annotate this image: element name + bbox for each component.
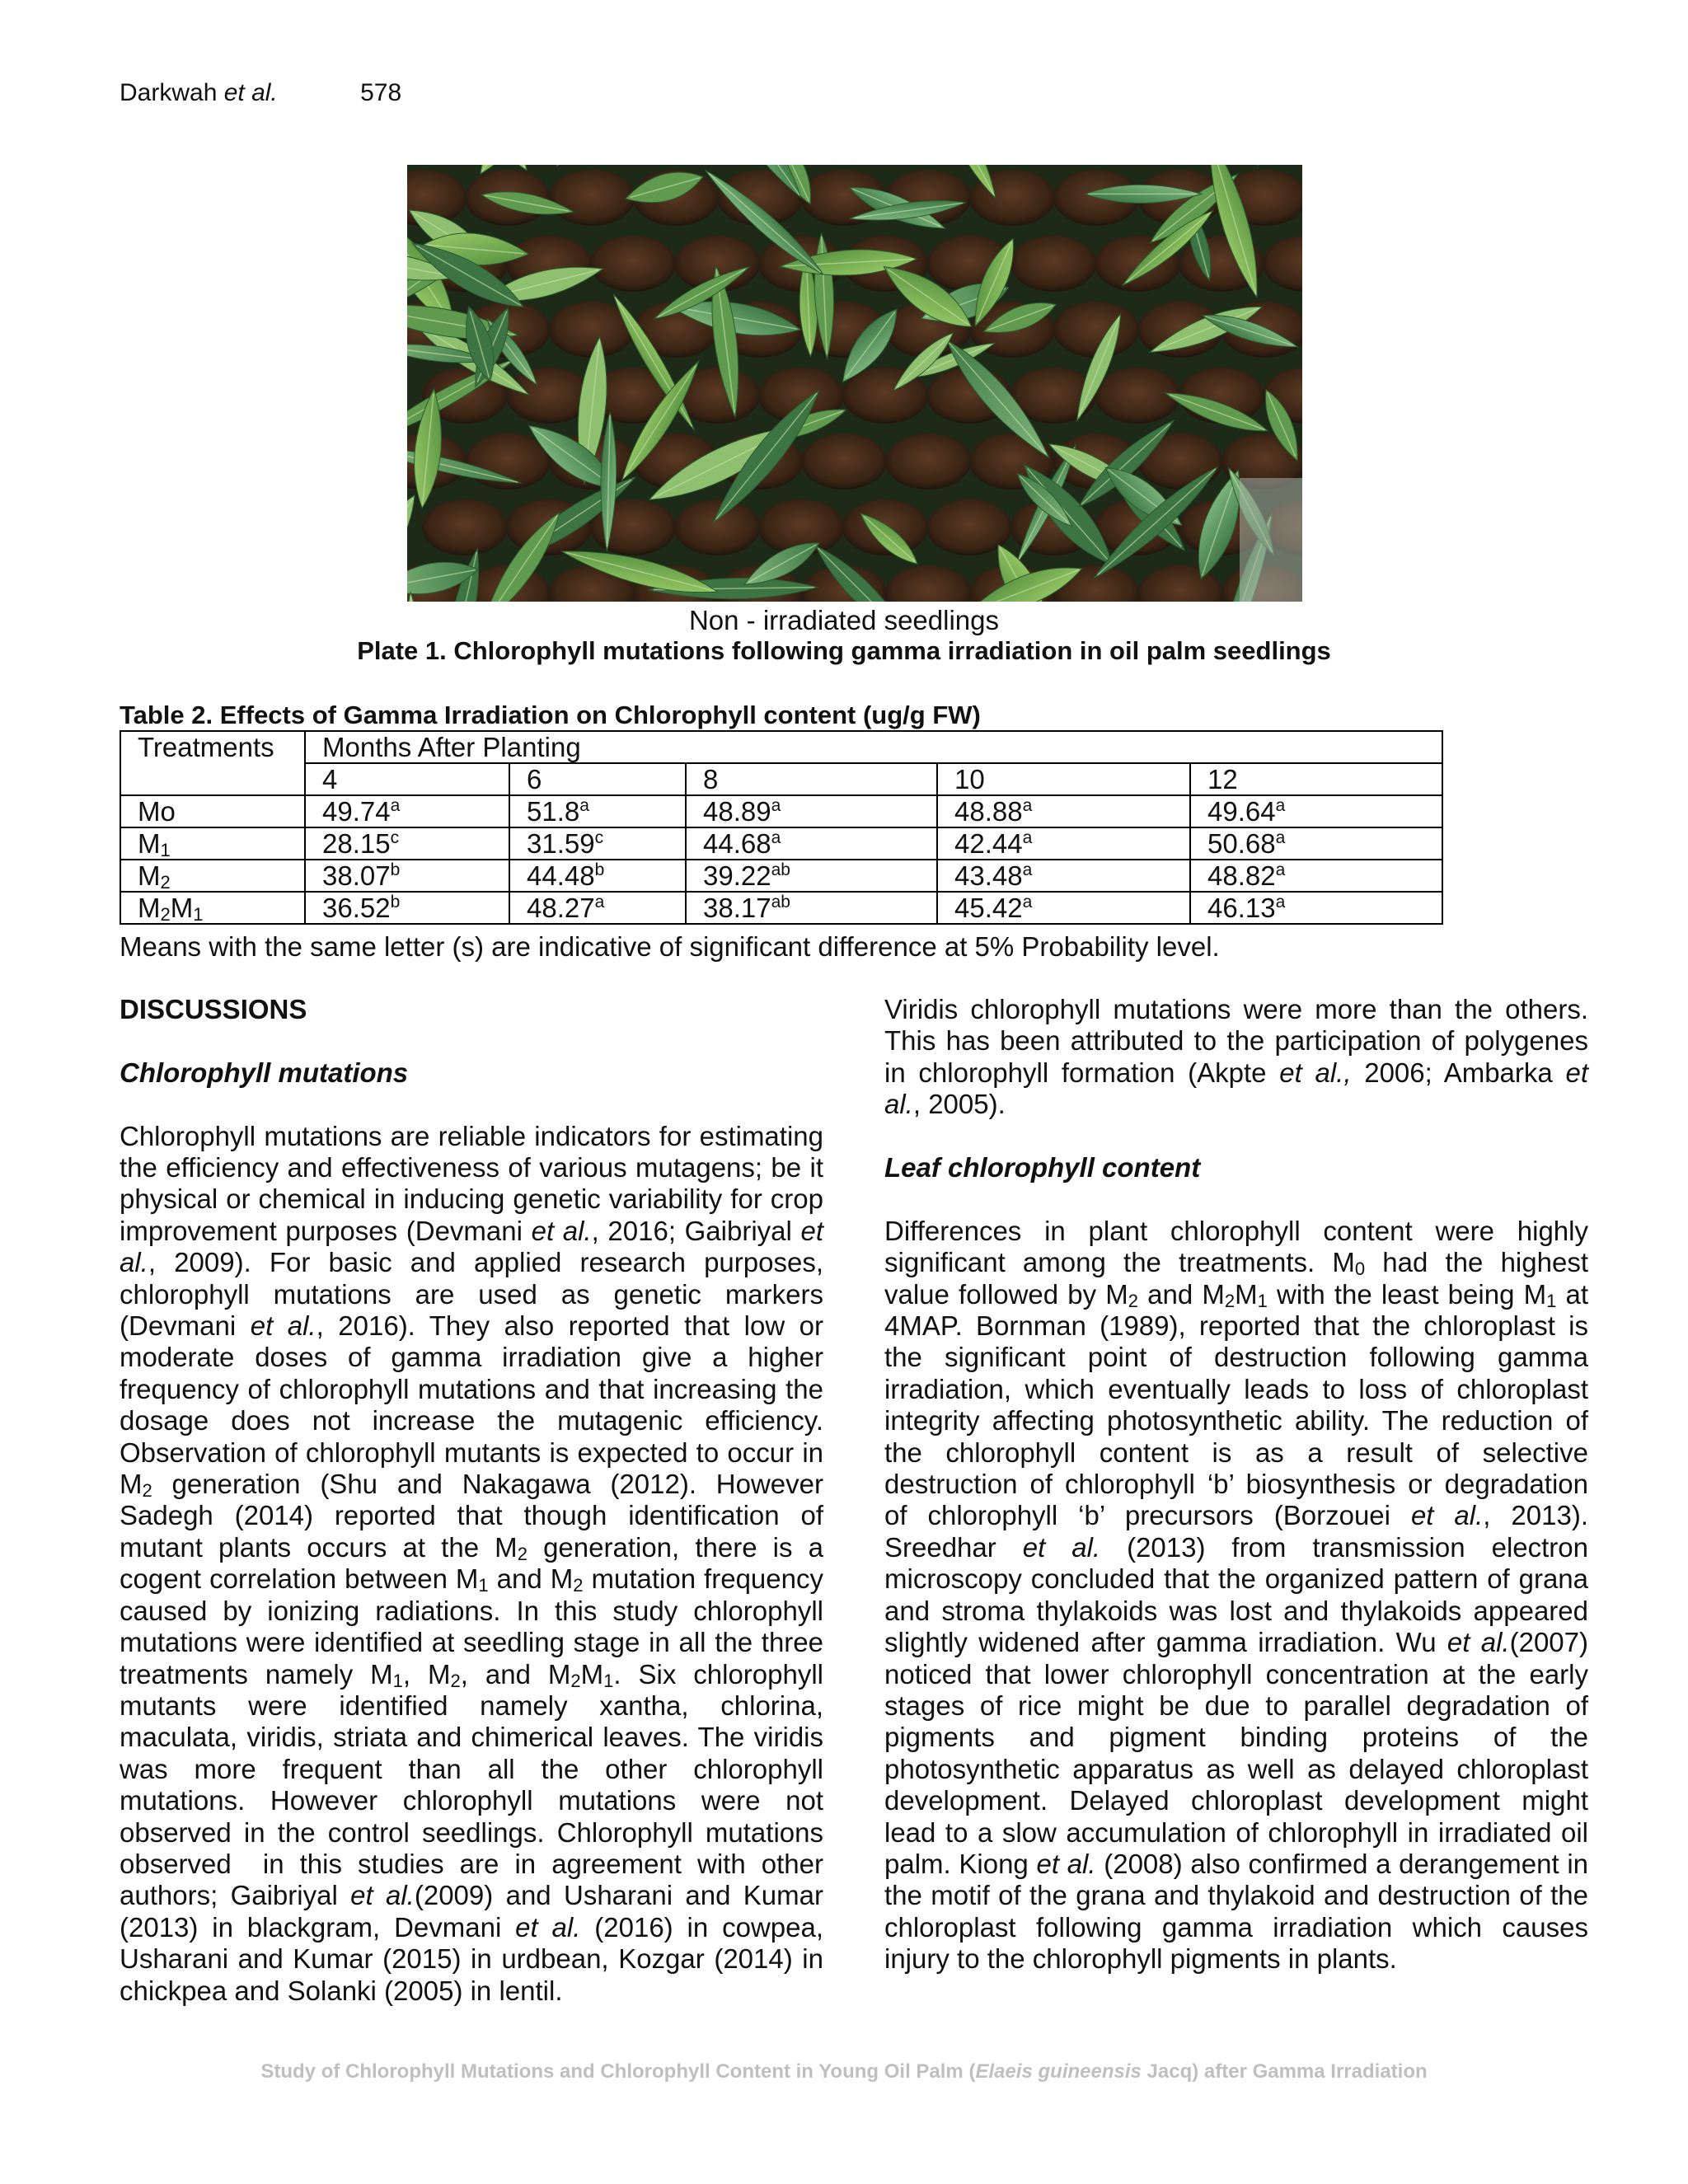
table-row (120, 892, 1442, 924)
table-cell: 46.13$^a$ (1190, 892, 1442, 924)
table-cell: 43.48$^a$ (937, 860, 1190, 892)
month-header: 8 (686, 763, 937, 795)
paragraph-leaf-chlorophyll: Differences in plant chlorophyll content were highly significant among the treatments. $M_0$ had the highest value followed by $M_2$ and $M_2M_1$ with the least being $M_1$ at 4MAP. Bornman (1989), reported that the chloroplast is the significant point of destruction following gamma irradiation, which eventually leads to loss of chloroplast integrity affecting photosynthetic ability. The reduction of the chlorophyll content is as a result of selective destruction of chlorophyll ‘b’ biosynthesis or degradation of chlorophyll ‘b’ precursors (Borzouei et al., 2013). Sreedhar et al. (2013) from transmission electron microscopy concluded that the organized pattern of grana and stroma thylakoids was lost and thylakoids appeared slightly widened after gamma irradiation. Wu et al.(2007) noticed that lower chlorophyll concentration at the early stages of rice might be due to parallel degradation of pigments and pigment binding proteins of the photosynthetic apparatus as well as delayed chloroplast development. Delayed chloroplast development might lead to a slow accumulation of chlorophyll in irradiated oil palm. Kiong et al. (2008) also confirmed a derangement in the motif of the grana and thylakoid and destruction of the chloroplast following gamma irradiation which causes injury to the chlorophyll pigments in plants. (884, 1215, 1588, 1975)
oil-palm-seedlings-photo (407, 165, 1302, 602)
table-cell: 45.42$^a$ (937, 892, 1190, 924)
section-heading: DISCUSSIONS (120, 994, 307, 1024)
treatment-label: $M_2$ (120, 860, 305, 892)
table-cell: 48.82$^a$ (1190, 860, 1442, 892)
footer-text-pre: Study of Chlorophyll Mutations and Chlorophyll Content in Young Oil Palm ( (260, 2060, 976, 2083)
page-footer (0, 2060, 1688, 2083)
table-cell: 44.68$^a$ (686, 827, 937, 860)
table-cell: 51.8$^a$ (509, 795, 686, 827)
running-head (120, 79, 401, 107)
footer-species: Elaeis guineensis (975, 2060, 1142, 2083)
table-cell: 38.07$^b$ (305, 860, 509, 892)
plate-subcaption: Non - irradiated seedlings (688, 605, 1000, 635)
table-cell: 50.68$^a$ (1190, 827, 1442, 860)
treatment-label: $M_2M_1$ (120, 892, 305, 924)
table-row (120, 795, 1442, 827)
month-header: 4 (305, 763, 509, 795)
treatments-header: Treatments (120, 731, 305, 795)
table-cell: 49.64$^a$ (1190, 795, 1442, 827)
table-cell: 42.44$^a$ (937, 827, 1190, 860)
paragraph-viridis: Viridis chlorophyll mutations were more than the others. This has been attributed to the participation of polygenes in chlorophyll formation (Akpte et al., 2006; Ambarka et al., 2005). (884, 994, 1588, 1120)
paragraph-chlorophyll-mutations: Chlorophyll mutations are reliable indicators for estimating the efficiency and effectiveness of various mutagens; be it physical or chemical in inducing genetic variability for crop improvement purposes (Devmani et al., 2016; Gaibriyal et al., 2009). For basic and applied research purposes, chlorophyll mutations are used as genetic markers (Devmani et al., 2016). They also reported that low or moderate doses of gamma irradiation give a higher frequency of chlorophyll mutations and that increasing the dosage does not increase the mutagenic efficiency. Observation of chlorophyll mutants is expected to occur in $M_2$ generation (Shu and Nakagawa (2012). However Sadegh (2014) reported that though identification of mutant plants occurs at the $M_2$ generation, there is a cogent correlation between $M_1$ and $M_2$ mutation frequency caused by ionizing radiations. In this study chlorophyll mutations were identified at seedling stage in all the three treatments namely $M_1$, $M_2$, and $M_2M_1$. Six chlorophyll mutants were identified namely xantha, chlorina, maculata, viridis, striata and chimerical leaves. The viridis was more frequent than all the other chlorophyll mutations. However chlorophyll mutations were not observed in the control seedlings. Chlorophyll mutations observed in this studies are in agreement with other authors; Gaibriyal et al.(2009) and Usharani and Kumar (2013) in blackgram, Devmani et al. (2016) in cowpea, Usharani and Kumar (2015) in urdbean, Kozgar (2014) in chickpea and Solanki (2005) in lentil. (120, 1120, 824, 2006)
table-cell: 49.74$^a$ (305, 795, 509, 827)
table-cell: 48.88$^a$ (937, 795, 1190, 827)
page-number: 578 (360, 79, 402, 106)
table-cell: 39.22$^{ab}$ (686, 860, 937, 892)
month-header: 10 (937, 763, 1190, 795)
footer-text-post: Jacq) after Gamma Irradiation (1141, 2060, 1428, 2083)
table-row (120, 860, 1442, 892)
plate-caption: Plate 1. Chlorophyll mutations following gamma irradiation in oil palm seedlings (357, 636, 1331, 665)
months-row (120, 763, 1442, 795)
table-cell: 48.89$^a$ (686, 795, 937, 827)
right-column (884, 994, 1588, 1975)
chlorophyll-table (120, 730, 1443, 925)
table-note: Means with the same letter (s) are indicative of significant difference at 5% Probability level. (120, 931, 1220, 962)
table-row (120, 827, 1442, 860)
table-cell: 28.15$^c$ (305, 827, 509, 860)
month-header: 12 (1190, 763, 1442, 795)
table-cell: 31.59$^c$ (509, 827, 686, 860)
subheading-leaf-chlorophyll: Leaf chlorophyll content (884, 1152, 1201, 1183)
month-header: 6 (509, 763, 686, 795)
table-title: Table 2. Effects of Gamma Irradiation on Chlorophyll content (ug/g FW) (120, 701, 981, 729)
subheading-chlorophyll-mutations: Chlorophyll mutations (120, 1057, 409, 1088)
table-cell: 36.52$^b$ (305, 892, 509, 924)
table-header-row (120, 731, 1442, 763)
table-cell: 38.17$^{ab}$ (686, 892, 937, 924)
left-column (120, 994, 823, 2007)
table-cell: 44.48$^b$ (509, 860, 686, 892)
table-cell: 48.27$^a$ (509, 892, 686, 924)
running-head-etal: et al. (223, 79, 278, 106)
running-head-author: Darkwah (120, 79, 218, 106)
treatment-label: $M_1$ (120, 827, 305, 860)
months-header: Months After Planting (305, 731, 1442, 763)
treatment-label: Mo (120, 795, 305, 827)
